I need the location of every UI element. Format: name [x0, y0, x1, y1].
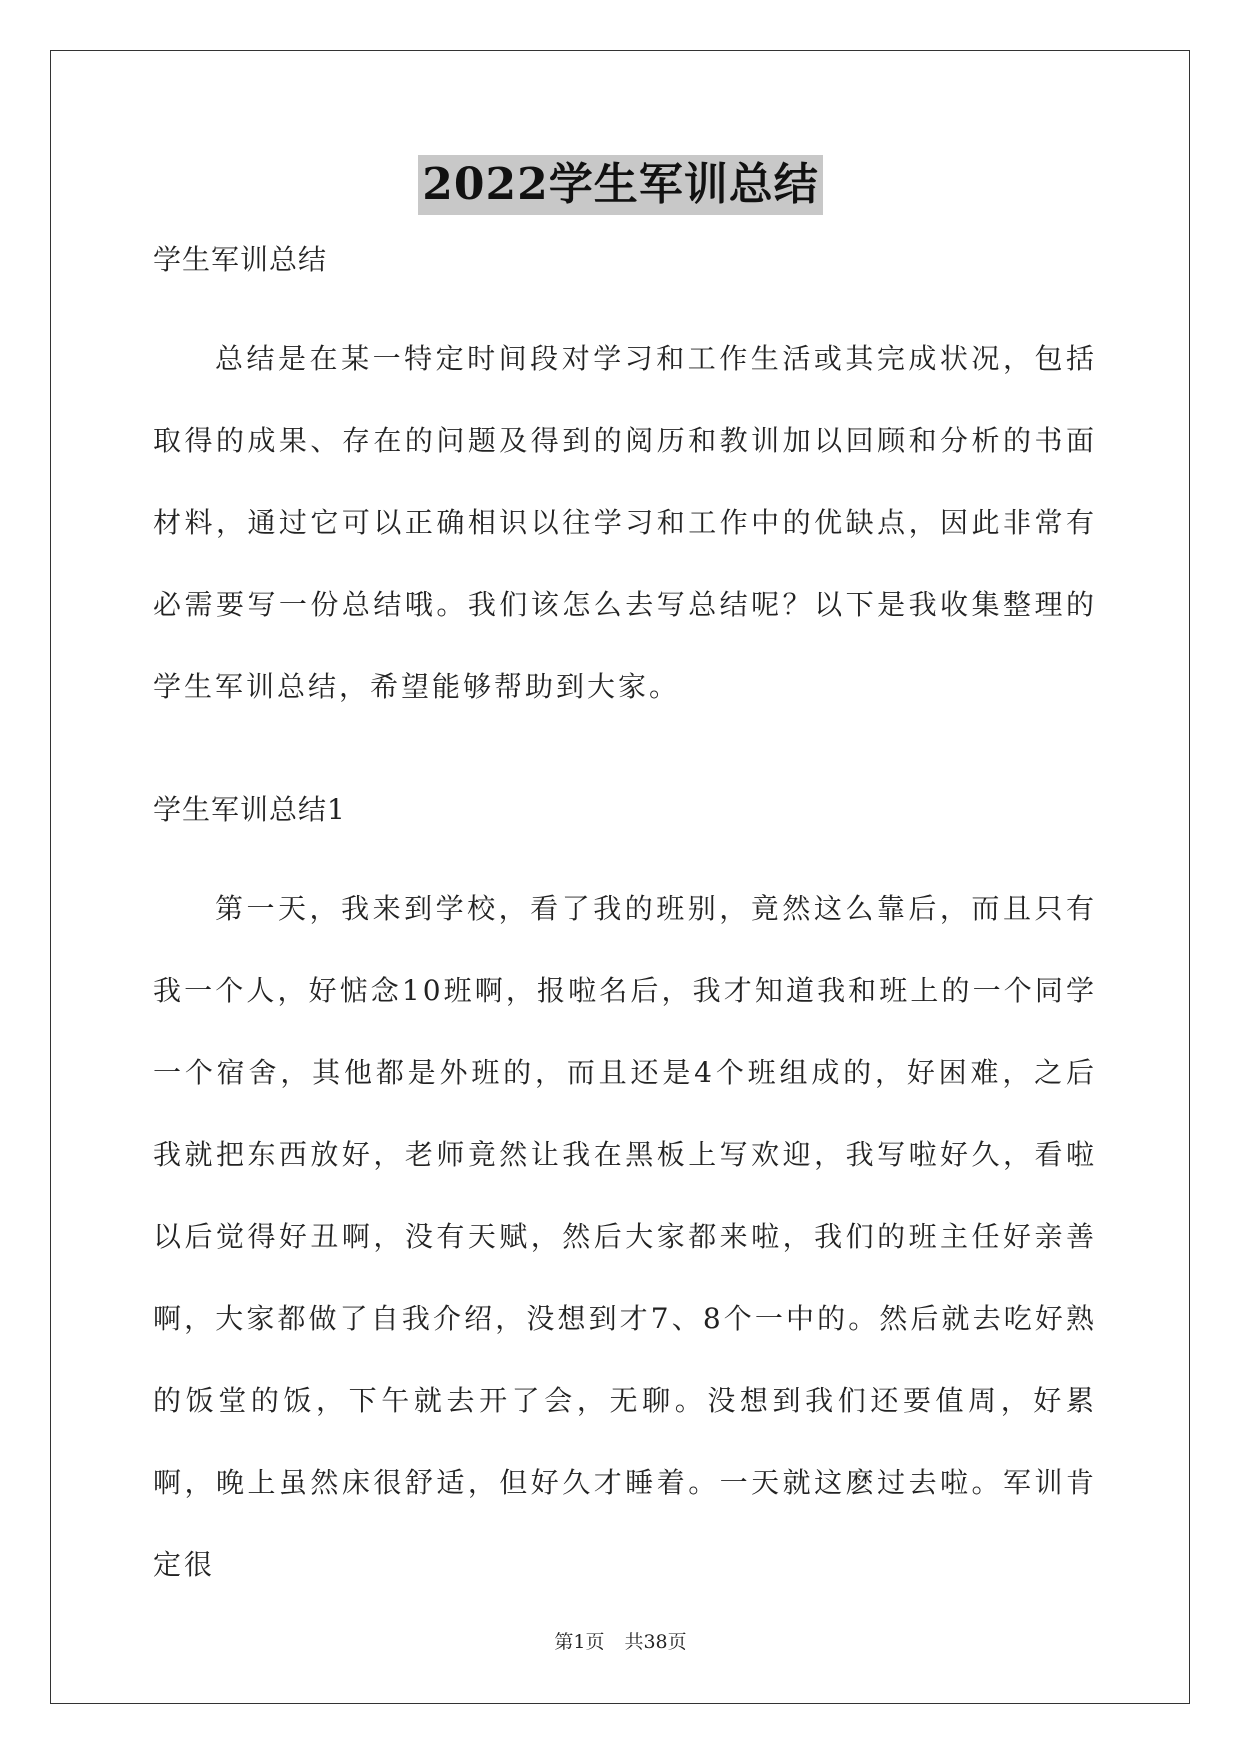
section-spacer [153, 728, 1097, 786]
total-pages: 共38页 [624, 1631, 687, 1653]
intro-heading: 学生军训总结 [153, 243, 328, 276]
intro-paragraph: 总结是在某一特定时间段对学习和工作生活或其完成状况，包括取得的成果、存在的问题及得到的阅历和教训加以回顾和分析的书面材料，通过它可以正确相识以往学习和工作中的优缺点，因此非常有必需要写一份总结哦。我们该怎么去写总结呢？以下是我收集整理的学生军训总结，希望能够帮助到大家。 [153, 342, 1097, 703]
document-title: 2022学生军训总结 [418, 155, 822, 215]
section1-paragraph: 第一天，我来到学校，看了我的班别，竟然这么靠后，而且只有我一个人，好惦念10班啊，报啦名后，我才知道我和班上的一个同学一个宿舍，其他都是外班的，而且还是4个班组成的，好困难，之后我就把东西放好，老师竟然让我在黑板上写欢迎，我写啦好久，看啦以后觉得好丑啊，没有天赋，然后大家都来啦，我们的班主任好亲善啊，大家都做了自我介绍，没想到才7、8个一中的。然后就去吃好熟的饭堂的饭，下午就去开了会，无聊。没想到我们还要值周，好累啊，晚上虽然床很舒适，但好久才睡着。一天就这麽过去啦。军训肯定很 [153, 892, 1097, 1581]
document-body [153, 236, 1097, 1606]
page-footer [0, 1627, 1241, 1654]
page-number: 第1页 [554, 1631, 605, 1653]
section1-heading: 学生军训总结1 [153, 793, 346, 826]
title-container [0, 155, 1241, 215]
